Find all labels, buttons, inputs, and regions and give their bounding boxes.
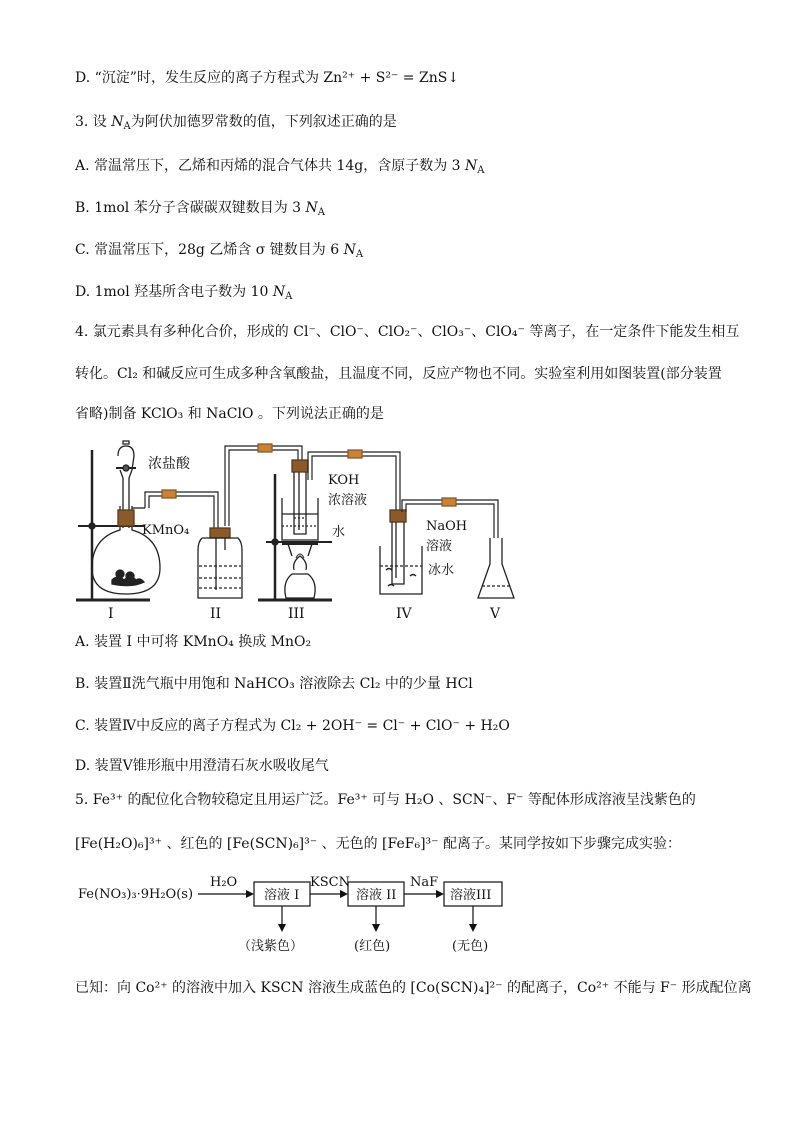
koh-conc-label: 浓溶液 bbox=[328, 493, 368, 508]
experiment-flowchart bbox=[70, 868, 510, 960]
q3-option-a bbox=[75, 156, 485, 181]
naoh-label: NaOH bbox=[426, 519, 468, 534]
na-subscript: A bbox=[123, 121, 131, 132]
na-symbol: N bbox=[111, 114, 124, 130]
conc-hcl-label: 浓盐酸 bbox=[148, 456, 190, 472]
q3-stem bbox=[75, 112, 397, 137]
q4-option-a: A. 装置 I 中可将 KMnO₄ 换成 MnO₂ bbox=[75, 634, 312, 650]
na-symbol: N bbox=[305, 200, 318, 216]
flow-box-1-label: 溶液 I bbox=[264, 888, 300, 903]
koh-label: KOH bbox=[328, 473, 360, 488]
q4-option-b: B. 装置Ⅱ洗气瓶中用饱和 NaHCO₃ 溶液除去 Cl₂ 中的少量 HCl bbox=[75, 676, 473, 692]
q4-stem-line-2: 转化。Cl₂ 和碱反应可生成多种含氧酸盐，且温度不同，反应产物也不同。实验室利用如图装置(部分装置 bbox=[75, 366, 722, 382]
flow-box-2-label: 溶液 II bbox=[356, 888, 397, 903]
q3-option-a-text: A. 常温常压下，乙烯和丙烯的混合气体共 14g，含原子数为 3 bbox=[75, 158, 461, 174]
solution-label: 溶液 bbox=[426, 539, 453, 554]
na-subscript: A bbox=[317, 207, 326, 218]
label-iv: IV bbox=[396, 606, 412, 622]
na-subscript: A bbox=[285, 291, 293, 302]
na-symbol: N bbox=[465, 158, 478, 174]
flow-out-2: (红色) bbox=[354, 939, 391, 954]
apparatus-diagram bbox=[70, 438, 730, 624]
flow-arrow-3-label: NaF bbox=[410, 875, 439, 890]
q4-stem-line-3: 省略)制备 KClO₃ 和 NaClO 。下列说法正确的是 bbox=[75, 406, 384, 422]
flow-out-1: （浅紫色） bbox=[238, 939, 304, 954]
q5-stem-line-1: 5. Fe³⁺ 的配位化合物较稳定且用运广泛。Fe³⁺ 可与 H₂O 、SCN⁻、F⁻ 等配体形成溶液呈浅紫色的 bbox=[75, 792, 696, 808]
na-symbol: N bbox=[343, 242, 356, 258]
apparatus-v bbox=[478, 538, 514, 598]
flow-start: Fe(NO₃)₃·9H₂O(s) bbox=[78, 887, 194, 902]
q3-option-c-text: C. 常温常压下，28g 乙烯含 σ 键数目为 6 bbox=[75, 242, 340, 258]
q3-option-b bbox=[75, 198, 325, 223]
q3-option-b-text: B. 1mol 苯分子含碳碳双键数目为 3 bbox=[75, 200, 302, 216]
flow-arrow-2-label: KSCN bbox=[310, 875, 350, 890]
q3-option-c bbox=[75, 240, 363, 265]
q2-option-d: D. “沉淀”时，发生反应的离子方程式为 Zn²⁺ + S²⁻ = ZnS↓ bbox=[75, 70, 460, 86]
q4-option-d: D. 装置Ⅴ锥形瓶中用澄清石灰水吸收尾气 bbox=[75, 758, 329, 774]
ice-water-label: 冰水 bbox=[428, 563, 455, 578]
label-i: I bbox=[108, 606, 114, 622]
flow-box-3-label: 溶液III bbox=[450, 888, 492, 903]
na-symbol: N bbox=[272, 284, 286, 300]
q5-stem-line-3: 已知：向 Co²⁺ 的溶液中加入 KSCN 溶液生成蓝色的 [Co(SCN)₄]²⁻ 的配离子，Co²⁺ 不能与 F⁻ 形成配位离 bbox=[75, 980, 752, 996]
label-iii: III bbox=[288, 606, 305, 622]
flow-out-3: (无色) bbox=[452, 939, 489, 954]
label-v: V bbox=[490, 606, 501, 622]
label-ii: II bbox=[210, 606, 222, 622]
q4-option-c: C. 装置Ⅳ中反应的离子方程式为 Cl₂ + 2OH⁻ = Cl⁻ + ClO⁻ + H₂O bbox=[75, 718, 510, 734]
q5-stem-line-2: [Fe(H₂O)₆]³⁺ 、红色的 [Fe(SCN)₆]³⁻ 、无色的 [FeF₆]³⁻ 配离子。某同学按如下步骤完成实验： bbox=[75, 836, 681, 852]
na-subscript: A bbox=[355, 249, 364, 260]
q3-stem-prefix: 3. 设 bbox=[75, 114, 112, 130]
q3-option-d-text: D. 1mol 羟基所含电子数为 10 bbox=[75, 284, 269, 300]
q3-option-d bbox=[75, 282, 292, 307]
q3-stem-suffix: 为阿伏加德罗常数的值，下列叙述正确的是 bbox=[130, 114, 397, 130]
water-label: 水 bbox=[332, 525, 346, 540]
na-subscript: A bbox=[477, 165, 485, 176]
flow-arrow-1-label: H₂O bbox=[210, 875, 238, 890]
q4-stem-line-1: 4. 氯元素具有多种化合价，形成的 Cl⁻、ClO⁻、ClO₂⁻、ClO₃⁻、ClO₄⁻ 等离子，在一定条件下能发生相互 bbox=[75, 324, 740, 340]
kmno4-label: KMnO₄ bbox=[142, 523, 190, 538]
